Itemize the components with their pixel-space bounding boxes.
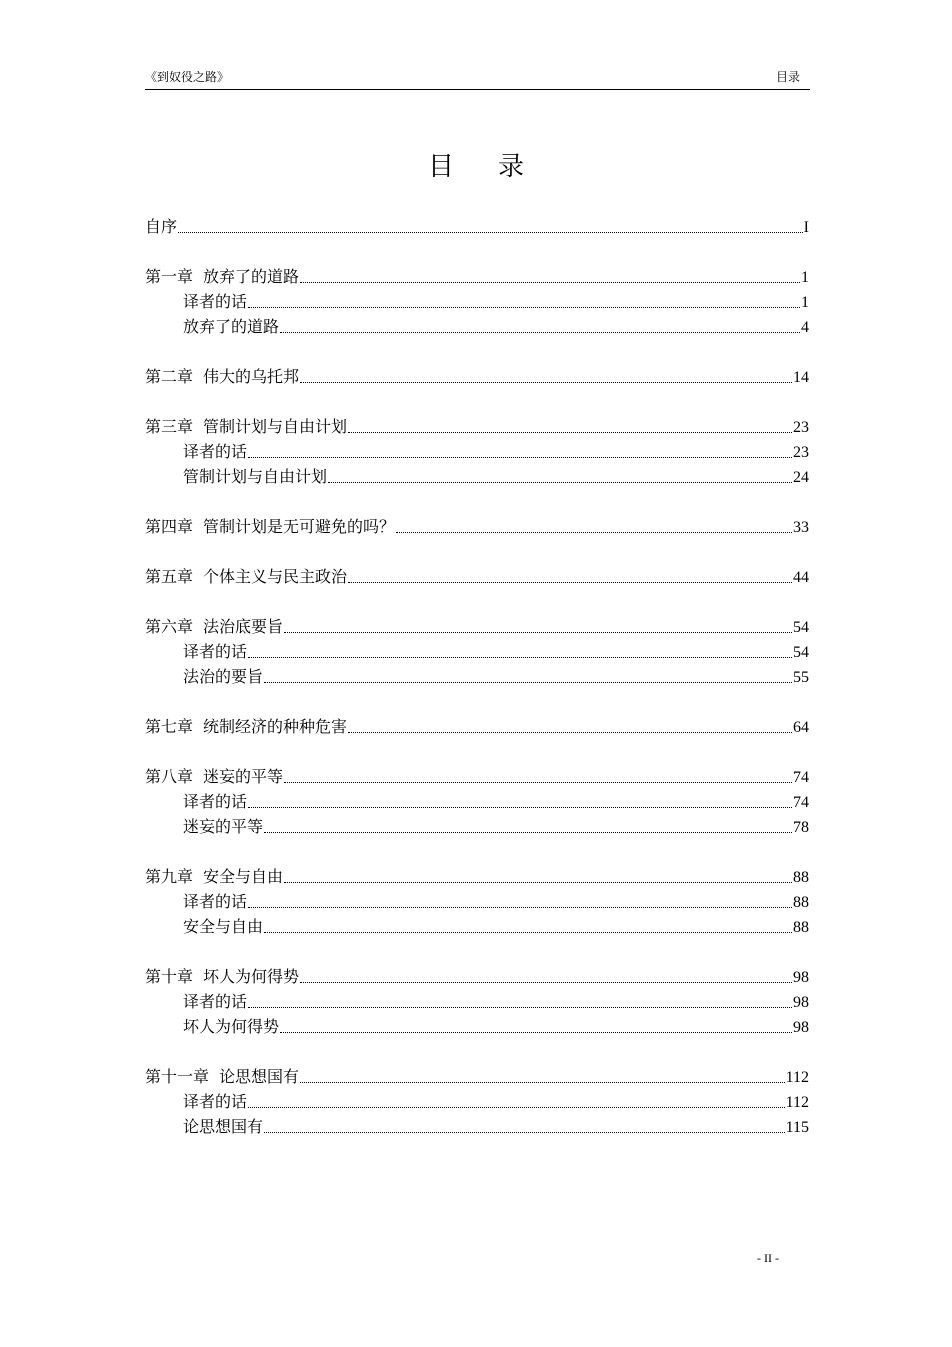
toc-subentry[interactable] (145, 289, 809, 314)
toc-chapter-number: 第八章 (145, 767, 194, 786)
dot-leader (348, 431, 792, 433)
dot-leader (284, 881, 792, 883)
header-book-title: 《到奴役之路》 (145, 70, 230, 84)
toc-title: 管制计划与自由计划 (183, 467, 328, 486)
toc-label (183, 1014, 279, 1039)
toc-page-number: I (803, 219, 809, 236)
toc-title: 伟大的乌托邦 (203, 367, 300, 386)
toc-entry[interactable] (145, 1064, 809, 1089)
toc-title: 论思想国有 (183, 1117, 264, 1136)
dot-leader (264, 931, 792, 933)
page-number: - II - (757, 1251, 779, 1265)
toc-label (183, 639, 247, 664)
toc-subentry[interactable] (145, 439, 809, 464)
toc-label (145, 564, 347, 589)
toc-page-number: 98 (793, 994, 809, 1011)
toc-label (145, 414, 347, 439)
toc-page-number: 115 (785, 1119, 809, 1136)
toc-page-number: 1 (801, 269, 809, 286)
toc-chapter-number: 第四章 (145, 517, 194, 536)
toc-subentry[interactable] (145, 914, 809, 939)
toc-label (183, 289, 247, 314)
toc-title: 安全与自由 (183, 917, 264, 936)
toc-subentry[interactable] (145, 814, 809, 839)
toc-label (183, 314, 279, 339)
dot-leader (248, 1006, 792, 1008)
toc-page-number: 14 (793, 369, 809, 386)
toc-label (145, 864, 283, 889)
toc-title: 统制经济的种种危害 (203, 717, 348, 736)
dot-leader (396, 531, 792, 533)
toc-subentry[interactable] (145, 889, 809, 914)
dot-leader (300, 281, 800, 283)
dot-leader (248, 456, 792, 458)
toc-title: 自序 (145, 217, 178, 236)
toc-page-number: 88 (793, 894, 809, 911)
dot-leader (280, 331, 800, 333)
toc-label (183, 464, 327, 489)
dot-leader (248, 1106, 785, 1108)
toc-subentry[interactable] (145, 789, 809, 814)
page-title: 目录 (427, 152, 568, 182)
toc-label (183, 664, 263, 689)
toc-entry[interactable] (145, 964, 809, 989)
dot-leader (348, 731, 792, 733)
toc-chapter-number: 第九章 (145, 867, 194, 886)
dot-leader (248, 906, 792, 908)
dot-leader (264, 681, 792, 683)
toc-label (145, 614, 283, 639)
toc-title: 译者的话 (183, 892, 248, 911)
toc-title: 论思想国有 (219, 1067, 300, 1086)
toc-page-number: 4 (801, 319, 809, 336)
dot-leader (328, 481, 792, 483)
toc-label (145, 514, 395, 539)
toc-page-number: 74 (793, 769, 809, 786)
toc-page-number: 98 (793, 969, 809, 986)
toc-title: 译者的话 (183, 442, 248, 461)
toc-label (145, 364, 299, 389)
toc-title: 坏人为何得势 (183, 1017, 280, 1036)
toc-title: 译者的话 (183, 292, 248, 311)
toc-page-number: 88 (793, 869, 809, 886)
dot-leader (248, 306, 800, 308)
dot-leader (300, 1081, 785, 1083)
toc-entry[interactable] (145, 514, 809, 539)
toc-page-number: 23 (793, 419, 809, 436)
toc-page-number: 112 (785, 1069, 809, 1086)
toc-chapter-number: 第十章 (145, 967, 194, 986)
dot-leader (280, 1031, 792, 1033)
toc-label (145, 214, 177, 239)
toc-label (183, 439, 247, 464)
toc-title: 管制计划与自由计划 (203, 417, 348, 436)
toc-entry[interactable] (145, 614, 809, 639)
page-header (145, 66, 810, 90)
toc-title: 管制计划是无可避免的吗？ (203, 517, 396, 536)
dot-leader (300, 381, 792, 383)
toc-entry[interactable] (145, 764, 809, 789)
toc-entry[interactable] (145, 364, 809, 389)
toc-subentry[interactable] (145, 1089, 809, 1114)
toc-label (183, 1089, 247, 1114)
toc-title: 个体主义与民主政治 (203, 567, 348, 586)
toc-title: 放弃了的道路 (203, 267, 300, 286)
toc-chapter-number: 第二章 (145, 367, 194, 386)
toc-title: 法治的要旨 (183, 667, 264, 686)
toc-chapter-number: 第十一章 (145, 1067, 210, 1086)
toc-entry[interactable] (145, 414, 809, 439)
toc-page-number: 112 (785, 1094, 809, 1111)
toc-page-number: 98 (793, 1019, 809, 1036)
toc-title: 法治底要旨 (203, 617, 284, 636)
toc-entry[interactable] (145, 264, 809, 289)
toc-subentry[interactable] (145, 1114, 809, 1139)
toc-subentry[interactable] (145, 1014, 809, 1039)
toc-entry[interactable] (145, 214, 809, 239)
toc-label (183, 914, 263, 939)
toc-page-number: 55 (793, 669, 809, 686)
toc-title: 译者的话 (183, 792, 248, 811)
toc-page-number: 78 (793, 819, 809, 836)
toc-subentry[interactable] (145, 314, 809, 339)
table-of-contents (145, 214, 809, 1139)
toc-label (145, 264, 299, 289)
dot-leader (264, 831, 792, 833)
toc-label (183, 789, 247, 814)
toc-label (145, 1064, 299, 1089)
toc-title: 安全与自由 (203, 867, 284, 886)
toc-title: 迷妄的平等 (203, 767, 284, 786)
dot-leader (248, 806, 792, 808)
toc-label (183, 889, 247, 914)
toc-page-number: 23 (793, 444, 809, 461)
toc-page-number: 88 (793, 919, 809, 936)
toc-chapter-number: 第六章 (145, 617, 194, 636)
toc-page-number: 44 (793, 569, 809, 586)
toc-title: 放弃了的道路 (183, 317, 280, 336)
toc-label (183, 1114, 263, 1139)
header-section-title: 目录 (775, 70, 800, 84)
toc-entry[interactable] (145, 714, 809, 739)
dot-leader (178, 231, 803, 233)
toc-chapter-number: 第五章 (145, 567, 194, 586)
toc-label (145, 714, 347, 739)
dot-leader (300, 981, 792, 983)
dot-leader (348, 581, 792, 583)
toc-page-number: 33 (793, 519, 809, 536)
toc-title: 迷妄的平等 (183, 817, 264, 836)
toc-subentry[interactable] (145, 464, 809, 489)
toc-entry[interactable] (145, 564, 809, 589)
toc-title: 译者的话 (183, 1092, 248, 1111)
toc-subentry[interactable] (145, 989, 809, 1014)
toc-title: 坏人为何得势 (203, 967, 300, 986)
toc-entry[interactable] (145, 864, 809, 889)
dot-leader (284, 631, 792, 633)
toc-subentry[interactable] (145, 639, 809, 664)
toc-page-number: 1 (801, 294, 809, 311)
dot-leader (284, 781, 792, 783)
toc-page-number: 64 (793, 719, 809, 736)
toc-label (145, 764, 283, 789)
toc-page-number: 24 (793, 469, 809, 486)
toc-subentry[interactable] (145, 664, 809, 689)
toc-title: 译者的话 (183, 642, 248, 661)
toc-page-number: 74 (793, 794, 809, 811)
toc-label (145, 964, 299, 989)
toc-label (183, 814, 263, 839)
toc-label (183, 989, 247, 1014)
toc-title: 译者的话 (183, 992, 248, 1011)
toc-chapter-number: 第七章 (145, 717, 194, 736)
toc-page-number: 54 (793, 619, 809, 636)
toc-chapter-number: 第一章 (145, 267, 194, 286)
toc-page-number: 54 (793, 644, 809, 661)
dot-leader (248, 656, 792, 658)
dot-leader (264, 1131, 785, 1133)
toc-chapter-number: 第三章 (145, 417, 194, 436)
